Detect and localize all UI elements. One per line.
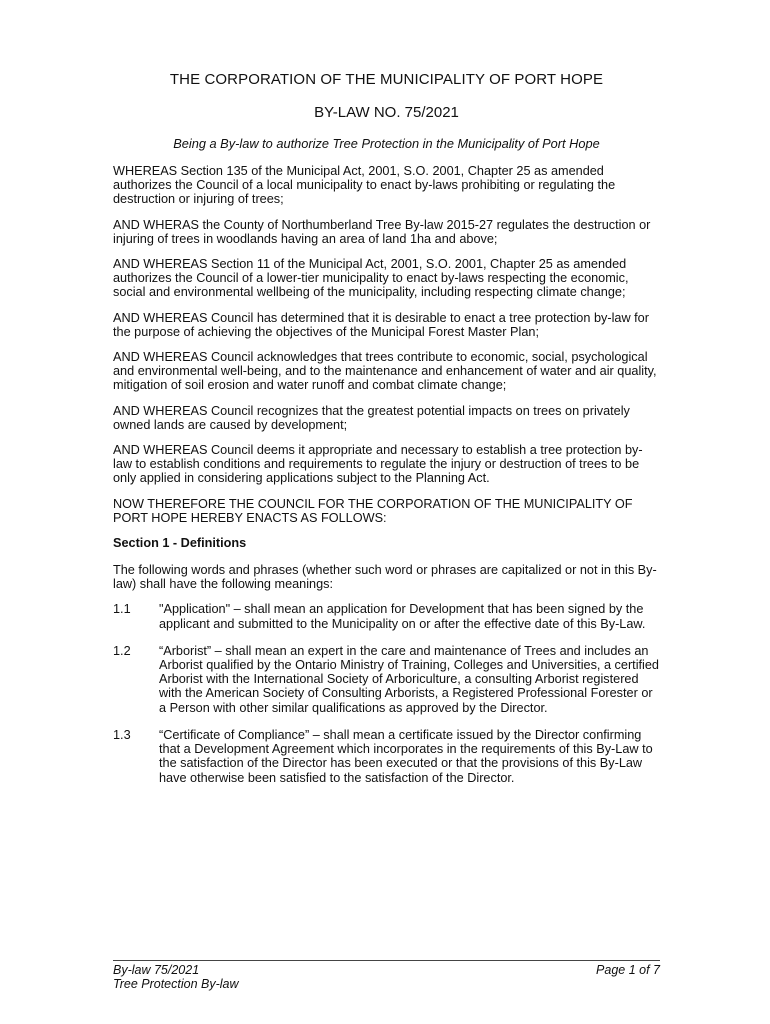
definition-number: 1.1	[113, 602, 131, 617]
page-number: Page 1 of 7	[596, 963, 660, 977]
definition-item	[113, 602, 660, 630]
recitals	[113, 164, 660, 525]
definition-number: 1.2	[113, 643, 131, 658]
bylaw-subtitle: Being a By-law to authorize Tree Protection in the Municipality of Port Hope	[173, 136, 600, 151]
definition-text: "Application" – shall mean an application for Development that has been signed by the applicant and submitted to the Municipality on or after the effective date of this By-Law.	[159, 602, 646, 631]
definition-text: “Certificate of Compliance” – shall mean a certificate issued by the Director confirming that a Development Agreement which incorporates in the requirements of this By-Law to the satisfaction of the Director has been executed or that the provisions of this By-Law have otherwise been satisfied to the satisfaction of the Director.	[159, 727, 653, 785]
definition-item	[113, 644, 660, 715]
recital-paragraph: WHEREAS Section 135 of the Municipal Act, 2001, S.O. 2001, Chapter 25 as amended authorizes the Council of a local municipality to enact by-laws prohibiting or regulating the destruction or injuring of trees;	[113, 164, 616, 207]
footer-bylaw-ref: By-law 75/2021	[113, 963, 200, 977]
enacting-clause: NOW THEREFORE THE COUNCIL FOR THE CORPORATION OF THE MUNICIPALITY OF PORT HOPE HEREBY ENACTS AS FOLLOWS:	[113, 496, 633, 525]
recital-paragraph: AND WHEREAS Council acknowledges that trees contribute to economic, social, psychological and environmental well-being, and to the maintenance and enhancement of water and air quality, mitigation of soil erosion and water runoff and combat climate change;	[113, 350, 657, 393]
bylaw-number: BY-LAW NO. 75/2021	[314, 104, 459, 121]
recital-paragraph: AND WHEREAS Section 11 of the Municipal Act, 2001, S.O. 2001, Chapter 25 as amended authorizes the Council of a lower-tier municipality to enact by-laws respecting the economic, social and environmental wellbeing of the municipality, including respecting climate change;	[113, 257, 629, 300]
recital-paragraph: AND WHEREAS Council deems it appropriate and necessary to establish a tree protection by-law to establish conditions and requirements to regulate the injury or destruction of trees to be only applied in considering applications subject to the Planning Act.	[113, 443, 643, 486]
definition-item	[113, 728, 660, 785]
section-definitions	[113, 536, 660, 785]
footer-bylaw-title: Tree Protection By-law	[113, 977, 239, 991]
definition-text: “Arborist” – shall mean an expert in the care and maintenance of Trees and includes an Arborist qualified by the Ontario Ministry of Training, Colleges and Universities, a certified Arborist with the International Society of Arboriculture, a consulting Arborist registered with the American Society of Consulting Arborists, a Registered Professional Forester or a Person with other similar qualifications as approved by the Director.	[159, 643, 659, 715]
document-title: THE CORPORATION OF THE MUNICIPALITY OF PORT HOPE	[169, 71, 604, 88]
recital-paragraph: AND WHERAS the County of Northumberland Tree By-law 2015-27 regulates the destruction or injuring of trees in woodlands having an area of land 1ha and above;	[113, 217, 651, 246]
page-footer	[113, 960, 660, 991]
section-intro: The following words and phrases (whether such word or phrases are capitalized or not in this By-law) shall have the following meanings:	[113, 563, 657, 592]
recital-paragraph: AND WHEREAS Council has determined that it is desirable to enact a tree protection by-law for the purpose of achieving the objectives of the Municipal Forest Master Plan;	[113, 310, 649, 339]
section-heading: Section 1 - Definitions	[113, 536, 247, 551]
definition-number: 1.3	[113, 727, 131, 742]
recital-paragraph: AND WHEREAS Council recognizes that the greatest potential impacts on trees on privately owned lands are caused by development;	[113, 403, 630, 432]
